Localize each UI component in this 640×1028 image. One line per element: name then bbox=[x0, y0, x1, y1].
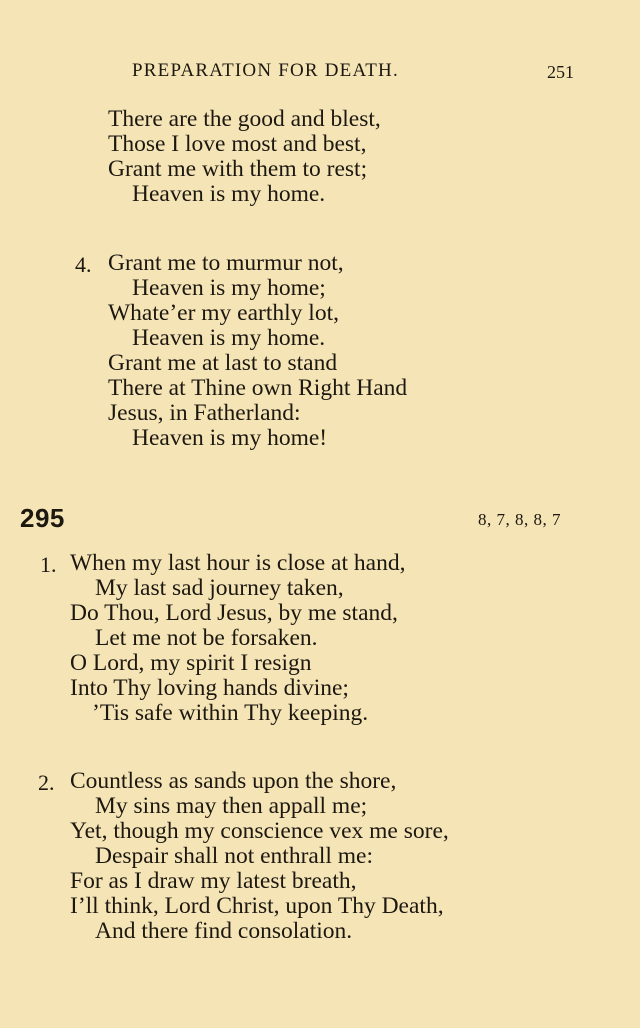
verse-line: Into Thy loving hands divine; bbox=[70, 675, 349, 701]
hymn-number: 295 bbox=[20, 503, 65, 533]
verse-line: There at Thine own Right Hand bbox=[108, 375, 408, 401]
verse-line: Grant me with them to rest; bbox=[108, 156, 368, 182]
verse-line: And there find consolation. bbox=[95, 918, 353, 944]
verse-line: Those I love most and best, bbox=[108, 131, 367, 157]
verse-line: Heaven is my home! bbox=[132, 425, 328, 451]
verse-line: Whate’er my earthly lot, bbox=[108, 300, 339, 326]
running-title: PREPARATION FOR DEATH. bbox=[132, 60, 399, 81]
verse-line: For as I draw my latest breath, bbox=[70, 868, 357, 894]
verse-line: Do Thou, Lord Jesus, by me stand, bbox=[70, 600, 398, 626]
verse-line: Grant me to murmur not, bbox=[108, 250, 344, 276]
verse-line: Heaven is my home. bbox=[132, 325, 326, 351]
stanza-number: 1. bbox=[40, 552, 57, 577]
verse-line: There are the good and blest, bbox=[108, 106, 381, 132]
verse-line: Heaven is my home. bbox=[132, 181, 326, 207]
hymn-meter: 8, 7, 8, 8, 7 bbox=[478, 510, 561, 529]
verse-line: My sins may then appall me; bbox=[95, 793, 368, 819]
verse-line: Yet, though my conscience vex me sore, bbox=[70, 818, 449, 844]
verse-line: Heaven is my home; bbox=[132, 275, 326, 301]
page-number: 251 bbox=[547, 62, 574, 82]
verse-line: Let me not be forsaken. bbox=[95, 625, 318, 651]
verse-line: ’Tis safe within Thy keeping. bbox=[92, 700, 369, 726]
stanza-number: 4. bbox=[75, 252, 92, 277]
stanza-number: 2. bbox=[38, 770, 55, 795]
verse-line: Despair shall not enthrall me: bbox=[95, 843, 374, 869]
verse-line: Countless as sands upon the shore, bbox=[70, 768, 397, 794]
verse-line: I’ll think, Lord Christ, upon Thy Death, bbox=[70, 893, 444, 919]
verse-line: O Lord, my spirit I resign bbox=[70, 650, 312, 676]
verse-line: Grant me at last to stand bbox=[108, 350, 338, 376]
verse-line: When my last hour is close at hand, bbox=[70, 550, 406, 576]
verse-line: Jesus, in Fatherland: bbox=[108, 400, 301, 426]
verse-line: My last sad journey taken, bbox=[95, 575, 344, 601]
